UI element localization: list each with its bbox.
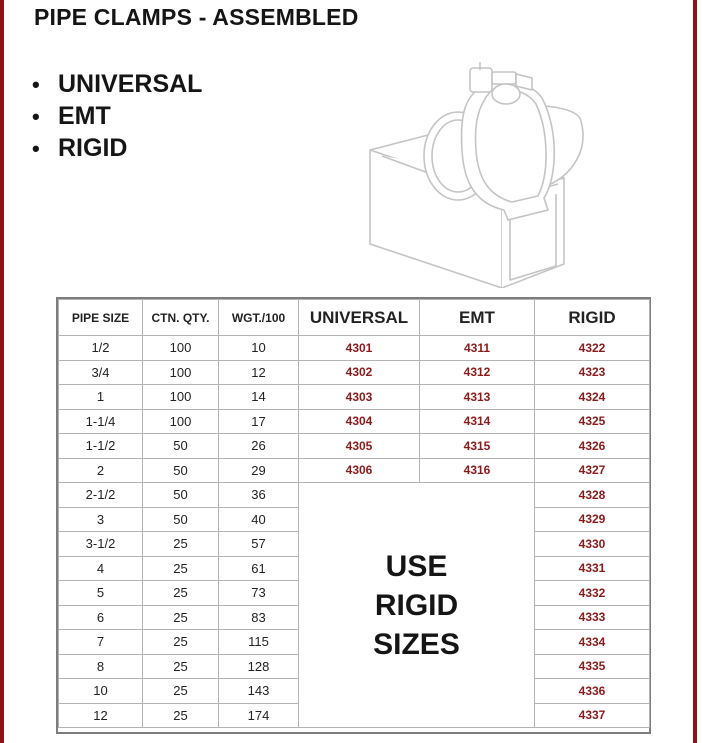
carton-qty-cell: 25 [143,532,219,557]
pipe-size-cell: 1/2 [59,336,143,361]
pipe-size-cell: 1-1/4 [59,409,143,434]
rigid-part-cell: 4322 [535,336,650,361]
carton-qty-cell: 25 [143,703,219,728]
pipe-size-cell: 2 [59,458,143,483]
header-universal: UNIVERSAL [299,300,420,336]
pipe-size-cell: 3-1/2 [59,532,143,557]
use-rigid-sizes-note [299,483,535,728]
note-line: RIGID [374,588,459,622]
pipe-size-cell: 4 [59,556,143,581]
header-ctn-qty: CTN. QTY. [143,300,219,336]
header-wgt-100: WGT./100 [219,300,299,336]
pipe-size-cell: 10 [59,679,143,704]
carton-qty-cell: 100 [143,409,219,434]
carton-qty-cell: 25 [143,556,219,581]
universal-part-cell: 4303 [299,385,420,410]
carton-qty-cell: 50 [143,507,219,532]
weight-cell: 83 [219,605,299,630]
carton-qty-cell: 25 [143,679,219,704]
weight-cell: 115 [219,630,299,655]
weight-cell: 14 [219,385,299,410]
bullet-icon: • [32,136,40,161]
universal-part-cell: 4305 [299,434,420,459]
weight-cell: 174 [219,703,299,728]
rigid-part-cell: 4331 [535,556,650,581]
rigid-part-cell: 4326 [535,434,650,459]
pipe-size-cell: 3 [59,507,143,532]
header-rigid: RIGID [535,300,650,336]
rigid-part-cell: 4325 [535,409,650,434]
rigid-part-cell: 4329 [535,507,650,532]
right-border [693,0,697,743]
emt-part-cell: 4315 [420,434,535,459]
pipe-size-cell: 5 [59,581,143,606]
rigid-part-cell: 4324 [535,385,650,410]
weight-cell: 61 [219,556,299,581]
table-row [59,336,650,361]
table-row [59,458,650,483]
carton-qty-cell: 25 [143,581,219,606]
bullet-icon: • [32,104,40,129]
carton-qty-cell: 100 [143,336,219,361]
rigid-part-cell: 4327 [535,458,650,483]
rigid-part-cell: 4332 [535,581,650,606]
carton-qty-cell: 50 [143,458,219,483]
rigid-part-cell: 4333 [535,605,650,630]
universal-part-cell: 4306 [299,458,420,483]
part-number-table [56,297,651,734]
weight-cell: 57 [219,532,299,557]
emt-part-cell: 4316 [420,458,535,483]
rigid-part-cell: 4334 [535,630,650,655]
carton-qty-cell: 25 [143,630,219,655]
table-row [59,360,650,385]
note-line: SIZES [373,627,460,661]
weight-cell: 36 [219,483,299,508]
carton-qty-cell: 50 [143,434,219,459]
table-row [59,434,650,459]
carton-qty-cell: 25 [143,654,219,679]
list-item [32,132,202,164]
table-header-row [59,300,650,336]
weight-cell: 40 [219,507,299,532]
universal-part-cell: 4302 [299,360,420,385]
rigid-part-cell: 4337 [535,703,650,728]
carton-qty-cell: 100 [143,385,219,410]
pipe-size-cell: 2-1/2 [59,483,143,508]
carton-qty-cell: 50 [143,483,219,508]
pipe-size-cell: 7 [59,630,143,655]
emt-part-cell: 4313 [420,385,535,410]
universal-part-cell: 4304 [299,409,420,434]
table-row [59,483,650,508]
pipe-size-cell: 1 [59,385,143,410]
rigid-part-cell: 4328 [535,483,650,508]
carton-qty-cell: 25 [143,605,219,630]
rigid-part-cell: 4336 [535,679,650,704]
pipe-clamp-on-channel-illustration [352,58,592,288]
universal-part-cell: 4301 [299,336,420,361]
table-row [59,409,650,434]
list-item [32,68,202,100]
left-border [0,0,4,743]
emt-part-cell: 4312 [420,360,535,385]
rigid-part-cell: 4330 [535,532,650,557]
weight-cell: 12 [219,360,299,385]
weight-cell: 10 [219,336,299,361]
weight-cell: 73 [219,581,299,606]
weight-cell: 143 [219,679,299,704]
header-emt: EMT [420,300,535,336]
note-line: USE [385,549,448,583]
emt-part-cell: 4311 [420,336,535,361]
weight-cell: 17 [219,409,299,434]
list-item-label: UNIVERSAL [58,70,203,98]
clamp-type-list [32,68,202,164]
pipe-size-cell: 8 [59,654,143,679]
list-item-label: RIGID [58,134,128,162]
emt-part-cell: 4314 [420,409,535,434]
pipe-size-cell: 1-1/2 [59,434,143,459]
table-row [59,385,650,410]
rigid-part-cell: 4335 [535,654,650,679]
pipe-size-cell: 3/4 [59,360,143,385]
list-item-label: EMT [58,102,111,130]
weight-cell: 26 [219,434,299,459]
carton-qty-cell: 100 [143,360,219,385]
weight-cell: 29 [219,458,299,483]
list-item [32,100,202,132]
rigid-part-cell: 4323 [535,360,650,385]
weight-cell: 128 [219,654,299,679]
page-title: PIPE CLAMPS - ASSEMBLED [34,4,359,30]
pipe-size-cell: 6 [59,605,143,630]
bullet-icon: • [32,72,40,97]
pipe-size-cell: 12 [59,703,143,728]
header-pipe-size: PIPE SIZE [59,300,143,336]
